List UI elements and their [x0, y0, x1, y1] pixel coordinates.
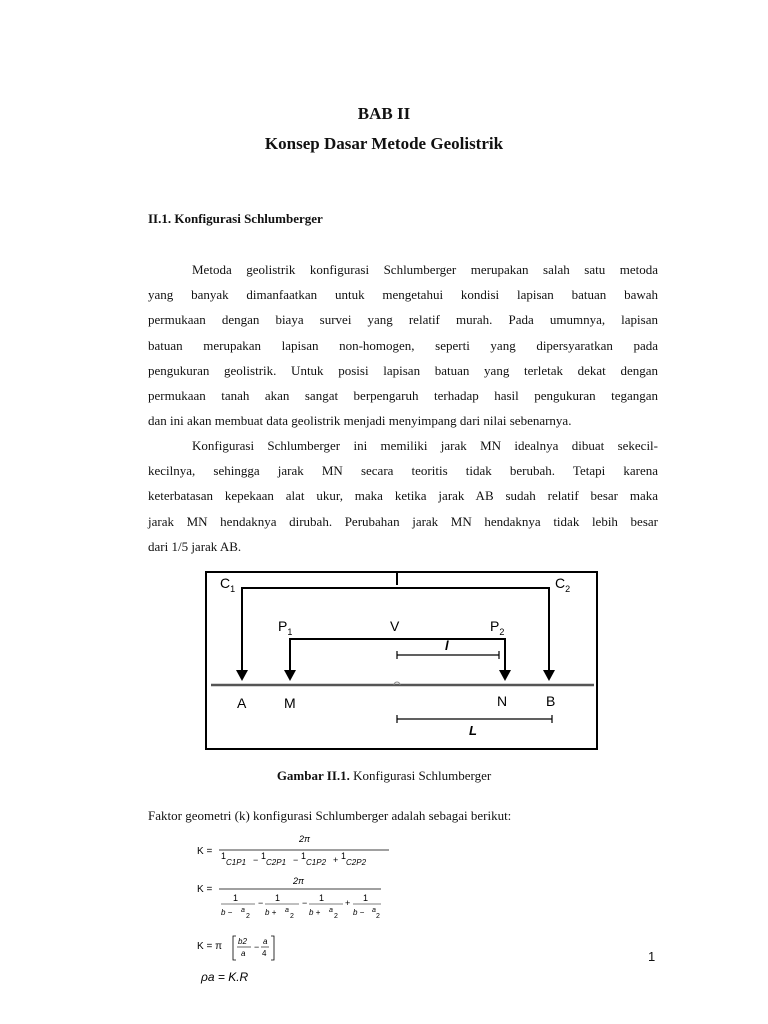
formula-1 — [197, 834, 389, 867]
figure-caption — [0, 768, 768, 784]
label-l-small: l — [445, 638, 449, 653]
label-n: N — [497, 693, 508, 709]
chapter-title: Konsep Dasar Metode Geolistrik — [264, 134, 504, 153]
op-minus: − — [293, 855, 299, 865]
a-half-den: 2 — [334, 913, 338, 920]
k-label: K = — [197, 884, 213, 895]
b-minus: b − — [221, 908, 233, 917]
section-heading: II.1. Konfigurasi Schlumberger — [148, 211, 323, 226]
term-c2p1: C2P1 — [266, 858, 287, 867]
schlumberger-diagram — [205, 571, 598, 750]
label-p1: $P_1$ — [278, 618, 293, 637]
geometric-factor-formulas — [195, 832, 405, 992]
k-label: K = — [197, 846, 213, 857]
a-half-num: a — [329, 907, 333, 914]
paragraph-line: permukaan dengan biaya survei yang relatif murah. Pada umumnya, lapisan — [148, 312, 658, 328]
term-one: 1 — [221, 851, 227, 861]
a-num: a — [263, 937, 268, 946]
b2-num: b2 — [238, 937, 247, 946]
term-one: 1 — [261, 851, 267, 861]
b-plus: b + — [265, 908, 277, 917]
paragraph-line: dari 1/5 jarak AB. — [148, 538, 242, 554]
caption-text: Konfigurasi Schlumberger — [349, 768, 492, 783]
label-v: V — [390, 618, 400, 634]
op-minus: − — [253, 855, 259, 865]
b-minus: b − — [353, 908, 365, 917]
op-plus: + — [345, 898, 351, 908]
a-den: a — [241, 949, 246, 958]
paragraph-line: permukaan tanah akan sangat berpengaruh terhadap hasil pengukuran tegangan — [148, 388, 658, 404]
paragraph-line: pengukuran geolistrik. Untuk posisi lapisan batuan yang terletak dekat dengan — [148, 362, 658, 378]
numerator-2pi: 2π — [299, 834, 311, 844]
op-minus: − — [258, 898, 264, 908]
page-number: 1 — [648, 949, 656, 964]
formula-intro: Faktor geometri (k) konfigurasi Schlumberger adalah sebagai berikut: — [148, 808, 512, 823]
a-half-den: 2 — [290, 913, 294, 920]
four-den: 4 — [262, 949, 267, 958]
term-one: 1 — [233, 893, 239, 903]
right-bracket — [271, 936, 274, 960]
paragraph-1 — [148, 257, 658, 433]
term-c2p2: C2P2 — [346, 858, 367, 867]
label-c1: $C_1$ — [220, 575, 236, 594]
paragraph-line: kecilnya, sehingga jarak MN secara teoritis tidak berubah. Tetapi karena — [148, 463, 658, 479]
paragraph-2 — [148, 433, 658, 559]
term-one: 1 — [341, 851, 347, 861]
paragraph-line: keterbatasan kepekaan alat ukur, maka ketika jarak AB sudah relatif besar maka — [148, 488, 658, 504]
op-minus: − — [254, 942, 260, 952]
paragraph-line: yang banyak dimanfaatkan untuk mengetahui kondisi lapisan batuan bawah — [148, 287, 658, 303]
op-plus: + — [333, 855, 339, 865]
formula-2 — [197, 876, 381, 920]
label-m: M — [284, 695, 296, 711]
chapter-number: BAB II — [357, 104, 411, 123]
label-L-large: L — [469, 723, 477, 738]
a-half-num: a — [285, 907, 289, 914]
k-pi-label: K = π — [197, 941, 222, 952]
numerator-2pi: 2π — [293, 876, 305, 886]
label-p2: $P_2$ — [490, 618, 505, 637]
paragraph-line: Konfigurasi Schlumberger ini memiliki jarak MN idealnya dibuat sekecil- — [192, 438, 658, 453]
term-c1p1: C1P1 — [226, 858, 247, 867]
rho-a-formula: ρa = K.R — [201, 970, 249, 984]
a-half-den: 2 — [376, 913, 380, 920]
paragraph-line: batuan merupakan lapisan non-homogen, seperti yang dipersyaratkan pada — [148, 337, 658, 353]
term-c1p2: C1P2 — [306, 858, 327, 867]
caption-label: Gambar II.1. — [276, 768, 350, 783]
a-half-den: 2 — [246, 913, 250, 920]
left-bracket — [233, 936, 236, 960]
label-a: A — [237, 695, 247, 711]
label-b: B — [546, 693, 556, 709]
term-one: 1 — [301, 851, 307, 861]
term-one: 1 — [319, 893, 325, 903]
label-c2: $C_2$ — [555, 575, 571, 594]
paragraph-line: Metoda geolistrik konfigurasi Schlumberger merupakan salah satu metoda — [192, 262, 658, 277]
term-one: 1 — [363, 893, 369, 903]
a-half-num: a — [241, 907, 245, 914]
a-half-num: a — [372, 907, 376, 914]
paragraph-line: jarak MN hendaknya dirubah. Perubahan jarak MN hendaknya tidak lebih besar — [148, 513, 658, 529]
paragraph-line: dan ini akan membuat data geolistrik menjadi menyimpang dari nilai sebenarnya. — [148, 413, 572, 429]
term-one: 1 — [275, 893, 281, 903]
op-minus: − — [302, 898, 308, 908]
b-plus: b + — [309, 908, 321, 917]
formula-3 — [197, 936, 274, 960]
figure-frame — [206, 572, 597, 749]
